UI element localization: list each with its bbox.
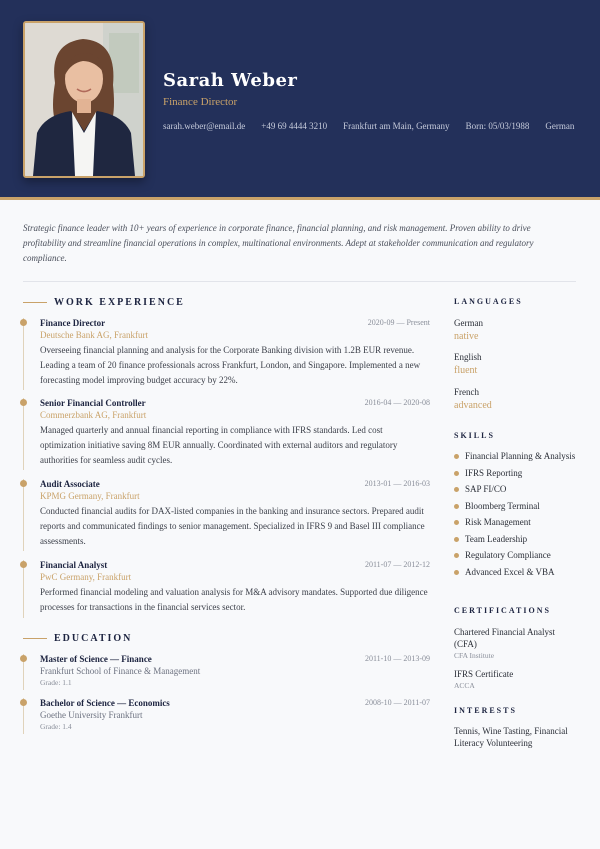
skill-item: Advanced Excel & VBA <box>454 566 584 578</box>
job-description: Overseeing financial planning and analysis for the Corporate Banking division with 1.2B EUR revenue. Leading a team of 20 finance professionals across Frankfurt, London, and Singapore. Implemented a new forecasting model improving budget accuracy by 22%. <box>40 345 421 385</box>
skill-item: Team Leadership <box>454 533 584 545</box>
skill-item: Financial Planning & Analysis <box>454 450 584 462</box>
job-dates: 2011-07 — 2012-12 <box>364 560 430 569</box>
timeline-dot <box>20 699 27 706</box>
contact-row <box>163 121 574 131</box>
contact-email[interactable]: sarah.weber@email.de <box>163 121 246 131</box>
contact-phone[interactable]: +49 69 4444 3210 <box>261 121 328 131</box>
language-name: French <box>454 387 479 397</box>
bullet-dot <box>454 553 459 558</box>
bullet-dot <box>454 570 459 575</box>
profile-photo <box>23 21 145 178</box>
contact-location: Frankfurt am Main, Germany <box>343 121 450 131</box>
skill-item: IFRS Reporting <box>454 467 584 479</box>
bullet-dot <box>454 471 459 476</box>
contact-nationality: German <box>545 121 575 131</box>
skill-item: SAP FI/CO <box>454 483 584 495</box>
language-name: English <box>454 352 482 362</box>
timeline-dot <box>20 480 27 487</box>
header-banner <box>0 0 600 200</box>
language-level: native <box>454 331 479 342</box>
languages-heading: LANGUAGES <box>454 297 523 306</box>
work-experience-heading <box>23 297 185 308</box>
degree-grade: Grade: 1.4 <box>40 722 72 731</box>
degree-dates: 2011-10 — 2013-09 <box>364 654 430 663</box>
timeline-rail <box>23 318 24 390</box>
job-title: Finance Director <box>40 318 106 328</box>
timeline-rail <box>23 398 24 470</box>
skills-heading: SKILLS <box>454 431 495 440</box>
timeline-dot <box>20 655 27 662</box>
education-heading <box>23 633 132 644</box>
interests-heading: INTERESTS <box>454 706 517 715</box>
work-experience-title: WORK EXPERIENCE <box>54 297 185 308</box>
degree-title: Bachelor of Science — Economics <box>40 698 170 708</box>
heading-rule <box>23 638 47 639</box>
language-item <box>454 387 492 411</box>
certification-item <box>454 626 579 660</box>
certification-name: Chartered Financial Analyst (CFA) <box>454 627 555 649</box>
bullet-dot <box>454 487 459 492</box>
certification-issuer: ACCA <box>454 681 475 690</box>
skill-item: Risk Management <box>454 516 584 528</box>
language-level: advanced <box>454 400 492 411</box>
candidate-name: Sarah Weber <box>163 70 298 91</box>
degree-title: Master of Science — Finance <box>40 654 152 664</box>
language-level: fluent <box>454 365 478 376</box>
language-item <box>454 318 483 342</box>
job-description: Conducted financial audits for DAX-listed companies in the banking and insurance sectors. Prepared audit reports and communicated findings to senior management. Specialized in IFRS 9 and Basel III compliance assessments. <box>40 506 425 546</box>
degree-school: Frankfurt School of Finance & Management <box>40 666 201 676</box>
job-dates: 2016-04 — 2020-08 <box>364 398 430 407</box>
job-title: Financial Analyst <box>40 560 108 570</box>
degree-dates: 2008-10 — 2011-07 <box>364 698 430 707</box>
certification-item <box>454 668 579 690</box>
job-dates: 2013-01 — 2016-03 <box>364 479 430 488</box>
degree-school: Goethe University Frankfurt <box>40 710 143 720</box>
job-title: Audit Associate <box>40 479 100 489</box>
timeline-dot <box>20 561 27 568</box>
certifications-heading: CERTIFICATIONS <box>454 606 551 615</box>
profile-summary: Strategic finance leader with 10+ years of experience in corporate finance, financial planning, and risk management. Proven ability to drive profitability and streamline financial operations in complex, multinational environments. Adept at stakeholder communication and regulatory compliance. <box>23 223 534 263</box>
interests-text: Tennis, Wine Tasting, Financial Literacy Volunteering <box>454 726 568 748</box>
timeline-rail <box>23 479 24 551</box>
job-employer: Commerzbank AG, Frankfurt <box>40 410 147 420</box>
timeline-rail <box>23 560 24 618</box>
skill-item: Regulatory Compliance <box>454 549 584 561</box>
timeline-dot <box>20 399 27 406</box>
language-name: German <box>454 318 483 328</box>
job-description: Managed quarterly and annual financial reporting in compliance with IFRS standards. Led cost optimization initiative saving 8M EUR annually. Coordinated with external auditors and regulatory authorities for seamless audit cycles. <box>40 425 398 465</box>
bullet-dot <box>454 504 459 509</box>
heading-rule <box>23 302 47 303</box>
job-employer: Deutsche Bank AG, Frankfurt <box>40 330 148 340</box>
job-dates: 2020-09 — Present <box>367 318 430 327</box>
language-item <box>454 352 482 376</box>
bullet-dot <box>454 454 459 459</box>
education-title: EDUCATION <box>54 633 133 644</box>
skills-list <box>454 450 584 582</box>
job-description: Performed financial modeling and valuation analysis for M&A advisory mandates. Supported due diligence processes for transactions in the financial services sector. <box>40 587 428 612</box>
bullet-dot <box>454 520 459 525</box>
portrait-image <box>25 23 143 176</box>
job-employer: PwC Germany, Frankfurt <box>40 572 132 582</box>
certification-issuer: CFA Institute <box>454 651 495 660</box>
job-employer: KPMG Germany, Frankfurt <box>40 491 140 501</box>
contact-birthdate: Born: 05/03/1988 <box>465 121 530 131</box>
certification-name: IFRS Certificate <box>454 669 514 679</box>
candidate-role: Finance Director <box>163 96 238 108</box>
job-title: Senior Financial Controller <box>40 398 146 408</box>
section-divider <box>23 281 576 282</box>
skill-item: Bloomberg Terminal <box>454 500 584 512</box>
bullet-dot <box>454 537 459 542</box>
degree-grade: Grade: 1.1 <box>40 678 72 687</box>
timeline-dot <box>20 319 27 326</box>
